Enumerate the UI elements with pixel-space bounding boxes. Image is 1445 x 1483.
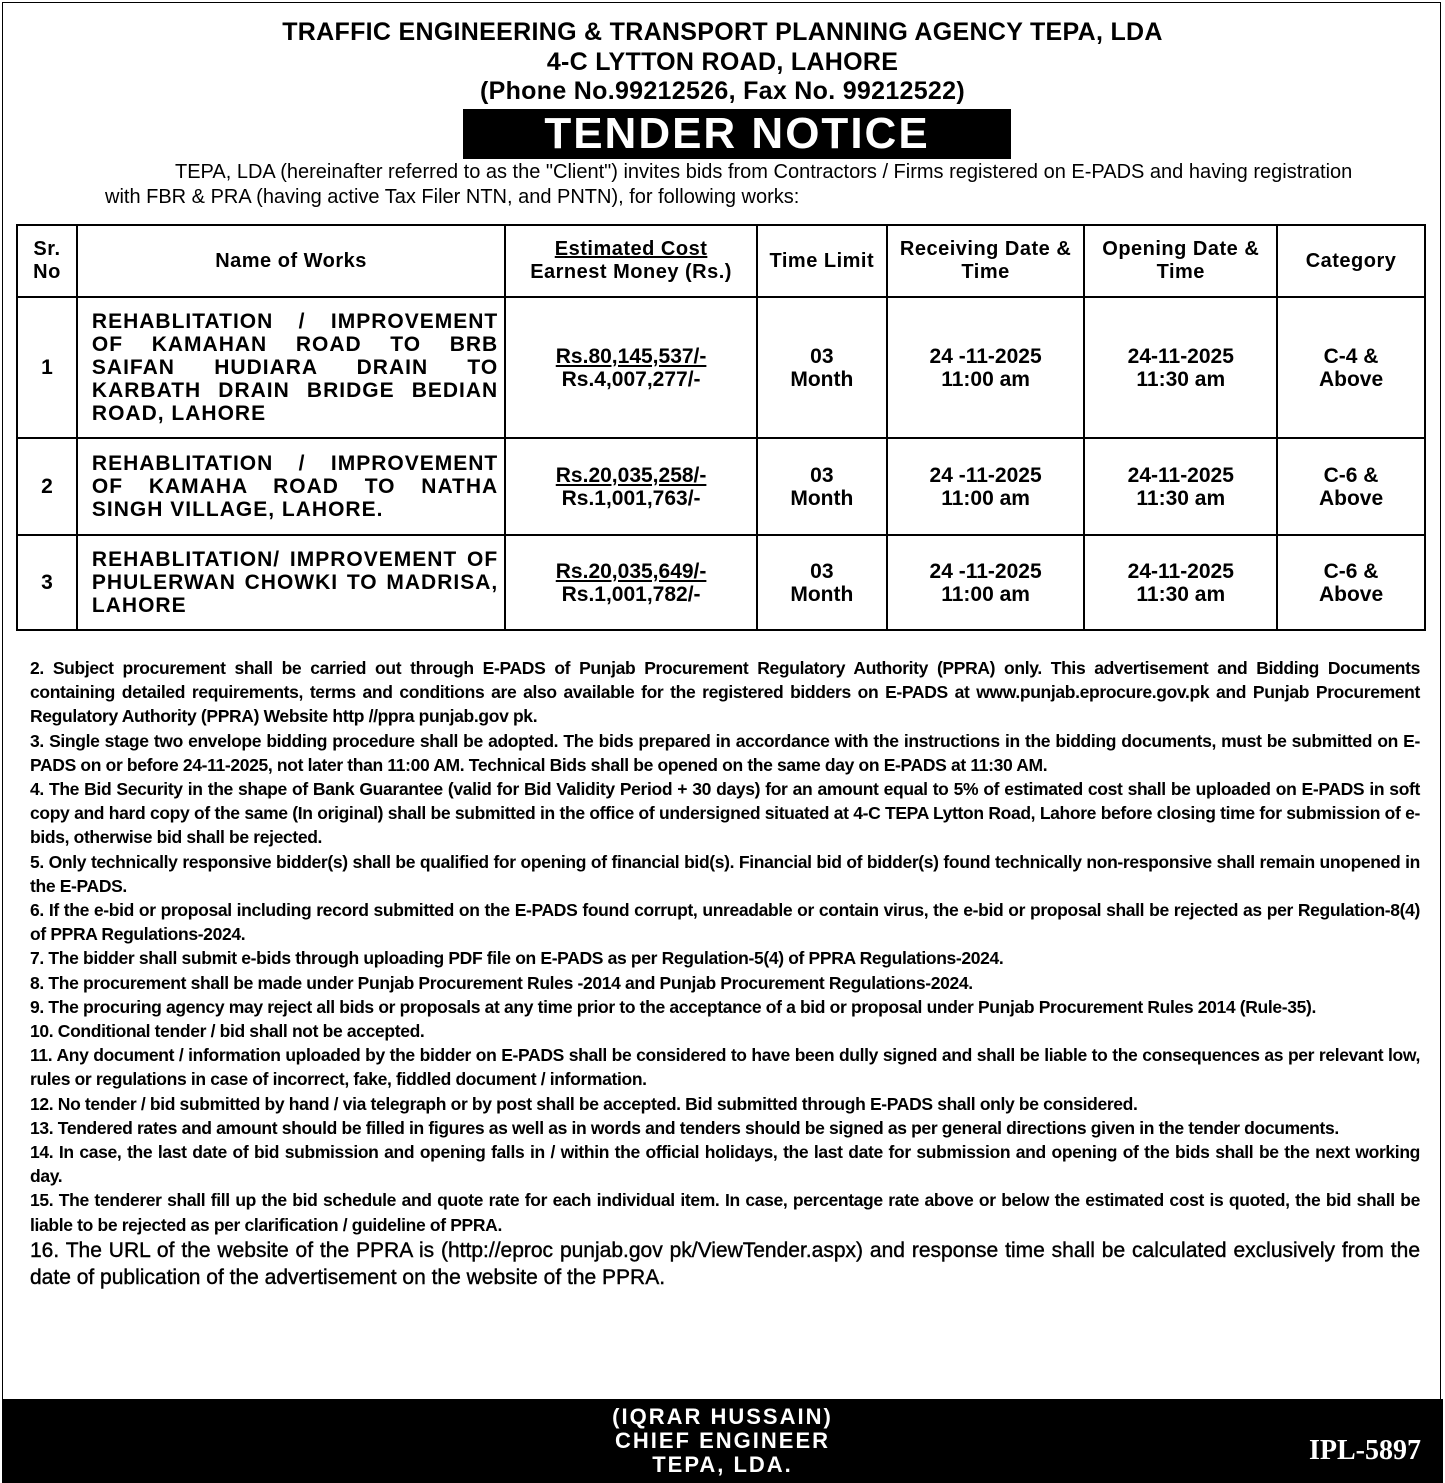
time-limit bbox=[757, 297, 887, 438]
table-row bbox=[17, 535, 1425, 630]
opening-date: 24-11-2025 bbox=[1127, 344, 1234, 368]
category-class: C-6 & bbox=[1323, 559, 1379, 583]
condition-item: 15. The tenderer shall fill up the bid schedule and quote rate for each individual item. In case, percentage rate above or below the estimated cost is quoted, the bid shall be liable to be rejected as per clarification / guideline of PPRA. bbox=[30, 1190, 1420, 1235]
condition-item: 8. The procurement shall be made under Punjab Procurement Rules -2014 and Punjab Procurement Regulations-2024. bbox=[30, 972, 973, 993]
time-value: 03 bbox=[810, 344, 834, 368]
condition-item: 11. Any document / information uploaded by the bidder on E-PADS shall be considered to have been dully signed and shall be liable to the consequences as per relevant low, rules or regulations in case of incorrect, fake, fiddled document / information. bbox=[30, 1045, 1420, 1090]
earnest-money: Rs.1,001,763/- bbox=[561, 486, 701, 510]
receiving-date: 24 -11-2025 bbox=[929, 344, 1042, 368]
receiving-date: 24 -11-2025 bbox=[929, 463, 1042, 487]
category-qualifier: Above bbox=[1318, 486, 1384, 510]
opening bbox=[1084, 438, 1277, 535]
signatory-designation: CHIEF ENGINEER bbox=[614, 1428, 831, 1453]
col-time: Time Limit bbox=[757, 225, 887, 297]
receiving-time: 11:00 am bbox=[941, 486, 1030, 510]
earnest-money: Rs.1,001,782/- bbox=[561, 582, 701, 606]
condition-item: 2. Subject procurement shall be carried out through E-PADS of Punjab Procurement Regulatory Authority (PPRA) only. This advertisement and Bidding Documents containing detailed requirements, terms and conditions are also available for the registered bidders on E-PADS at www.punjab.eprocure.gov.pk and Punjab Procurement Regulatory Authority (PPRA) Website http //ppra punjab.gov pk. bbox=[30, 658, 1420, 727]
condition-item: 16. The URL of the website of the PPRA is (http://eproc punjab.gov pk/ViewTender.aspx) and response time shall be calculated exclusively from the date of publication of the advertisement on the website of the PPRA. bbox=[30, 1238, 1420, 1289]
col-cost-bottom: Earnest Money (Rs.) bbox=[530, 261, 732, 283]
category bbox=[1277, 438, 1425, 535]
condition-item: 7. The bidder shall submit e-bids through uploading PDF file on E-PADS as per Regulation-5(4) of PPRA Regulations-2024. bbox=[30, 948, 1004, 969]
col-cost bbox=[505, 225, 757, 297]
time-value: 03 bbox=[810, 463, 834, 487]
agency-contact: (Phone No.99212526, Fax No. 99212522) bbox=[480, 77, 965, 105]
category-qualifier: Above bbox=[1318, 582, 1384, 606]
page-title: TENDER NOTICE bbox=[463, 109, 1011, 159]
sr-no: 2 bbox=[17, 438, 77, 535]
col-opening: Opening Date & Time bbox=[1084, 225, 1277, 297]
receiving bbox=[887, 297, 1085, 438]
condition-item: 10. Conditional tender / bid shall not be accepted. bbox=[30, 1021, 425, 1042]
category bbox=[1277, 535, 1425, 630]
receiving bbox=[887, 535, 1085, 630]
condition-item: 5. Only technically responsive bidder(s) shall be qualified for opening of financial bid(s). Financial bid of bidder(s) found technically non-responsive shall remain unopened in the E-PADS. bbox=[30, 851, 1420, 896]
cost-cell bbox=[505, 297, 757, 438]
condition-item: 3. Single stage two envelope bidding procedure shall be adopted. The bids prepared in accordance with the instructions in the bidding documents, must be submitted on E-PADS on or before 24-11-2025, not later than 11:00 AM. Technical Bids shall be opened on the same day on E-PADS at 11:30 AM. bbox=[30, 730, 1420, 775]
agency-address: 4-C LYTTON ROAD, LAHORE bbox=[546, 48, 899, 76]
signatory bbox=[2, 1405, 1443, 1477]
time-unit: Month bbox=[790, 367, 854, 391]
condition-item: 4. The Bid Security in the shape of Bank Guarantee (valid for Bid Validity Period + 30 days) for an amount equal to 5% of estimated cost shall be uploaded on E-PADS in soft copy and hard copy of the same (In original) shall be submitted in the office of undersigned situated at 4-C TEPA Lytton Road, Lahore before closing time for submission of e-bids, otherwise bid shall be rejected. bbox=[30, 779, 1420, 848]
cost-cell bbox=[505, 438, 757, 535]
signature-band bbox=[2, 1399, 1443, 1483]
time-unit: Month bbox=[790, 582, 854, 606]
category bbox=[1277, 297, 1425, 438]
opening-date: 24-11-2025 bbox=[1127, 463, 1234, 487]
agency-name: TRAFFIC ENGINEERING & TRANSPORT PLANNING AGENCY TEPA, LDA bbox=[282, 18, 1163, 46]
intro-text: TEPA, LDA (hereinafter referred to as the "Client") invites bids from Contractors / Firms registered on E-PADS and having registration with FBR & PRA (having active Tax Filer NTN, and PNTN), for following works: bbox=[105, 161, 1353, 208]
category-class: C-6 & bbox=[1323, 463, 1379, 487]
opening-date: 24-11-2025 bbox=[1127, 559, 1234, 583]
works-table bbox=[16, 224, 1426, 631]
table-row bbox=[17, 438, 1425, 535]
receiving-time: 11:00 am bbox=[941, 367, 1030, 391]
receiving-time: 11:00 am bbox=[941, 582, 1030, 606]
category-qualifier: Above bbox=[1318, 367, 1384, 391]
signatory-office: TEPA, LDA. bbox=[652, 1452, 793, 1477]
signatory-name: (IQRAR HUSSAIN) bbox=[612, 1404, 833, 1429]
work-name: REHABLITATION/ IMPROVEMENT OF PHULERWAN CHOWKI TO MADRISA, LAHORE bbox=[77, 535, 505, 630]
col-receiving: Receiving Date & Time bbox=[887, 225, 1085, 297]
opening-time: 11:30 am bbox=[1136, 486, 1226, 510]
earnest-money: Rs.4,007,277/- bbox=[561, 367, 701, 391]
condition-item: 9. The procuring agency may reject all bids or proposals at any time prior to the acceptance of a bid or proposal under Punjab Procurement Rules 2014 (Rule-35). bbox=[30, 996, 1317, 1017]
time-unit: Month bbox=[790, 486, 854, 510]
sr-no: 3 bbox=[17, 535, 77, 630]
cost-cell bbox=[505, 535, 757, 630]
estimated-cost: Rs.20,035,258/- bbox=[555, 463, 707, 487]
condition-item: 6. If the e-bid or proposal including record submitted on the E-PADS found corrupt, unreadable or contain virus, the e-bid or proposal shall be rejected as per Regulation-8(4) of PPRA Regulations-2024. bbox=[30, 900, 1420, 945]
estimated-cost: Rs.80,145,537/- bbox=[555, 344, 707, 368]
conditions bbox=[30, 656, 1420, 1291]
table-row bbox=[17, 297, 1425, 438]
work-name: REHABLITATION / IMPROVEMENT OF KAMAHA ROAD TO NATHA SINGH VILLAGE, LAHORE. bbox=[77, 438, 505, 535]
opening bbox=[1084, 535, 1277, 630]
condition-item: 13. Tendered rates and amount should be filled in figures as well as in words and tenders should be signed as per general directions given in the tender documents. bbox=[30, 1117, 1339, 1138]
col-sr: Sr. No bbox=[17, 225, 77, 297]
condition-item: 12. No tender / bid submitted by hand / via telegraph or by post shall be accepted. Bid submitted through E-PADS shall only be considered. bbox=[30, 1093, 1138, 1114]
opening-time: 11:30 am bbox=[1136, 582, 1226, 606]
work-name: REHABLITATION / IMPROVEMENT OF KAMAHAN ROAD TO BRB SAIFAN HUDIARA DRAIN TO KARBATH DRAIN BRIDGE BEDIAN ROAD, LAHORE bbox=[77, 297, 505, 438]
estimated-cost: Rs.20,035,649/- bbox=[555, 559, 707, 583]
receiving-date: 24 -11-2025 bbox=[929, 559, 1042, 583]
condition-item: 14. In case, the last date of bid submission and opening falls in / within the official holidays, the last date for submission and opening of the bids shall be the next working day. bbox=[30, 1142, 1420, 1187]
ipl-reference: IPL-5897 bbox=[1309, 1435, 1421, 1466]
col-cost-top: Estimated Cost bbox=[554, 238, 708, 260]
table-header-row bbox=[17, 225, 1425, 297]
opening-time: 11:30 am bbox=[1136, 367, 1226, 391]
category-class: C-4 & bbox=[1323, 344, 1379, 368]
sr-no: 1 bbox=[17, 297, 77, 438]
col-category: Category bbox=[1277, 225, 1425, 297]
opening bbox=[1084, 297, 1277, 438]
col-name: Name of Works bbox=[77, 225, 505, 297]
time-limit bbox=[757, 535, 887, 630]
time-limit bbox=[757, 438, 887, 535]
time-value: 03 bbox=[810, 559, 834, 583]
receiving bbox=[887, 438, 1085, 535]
